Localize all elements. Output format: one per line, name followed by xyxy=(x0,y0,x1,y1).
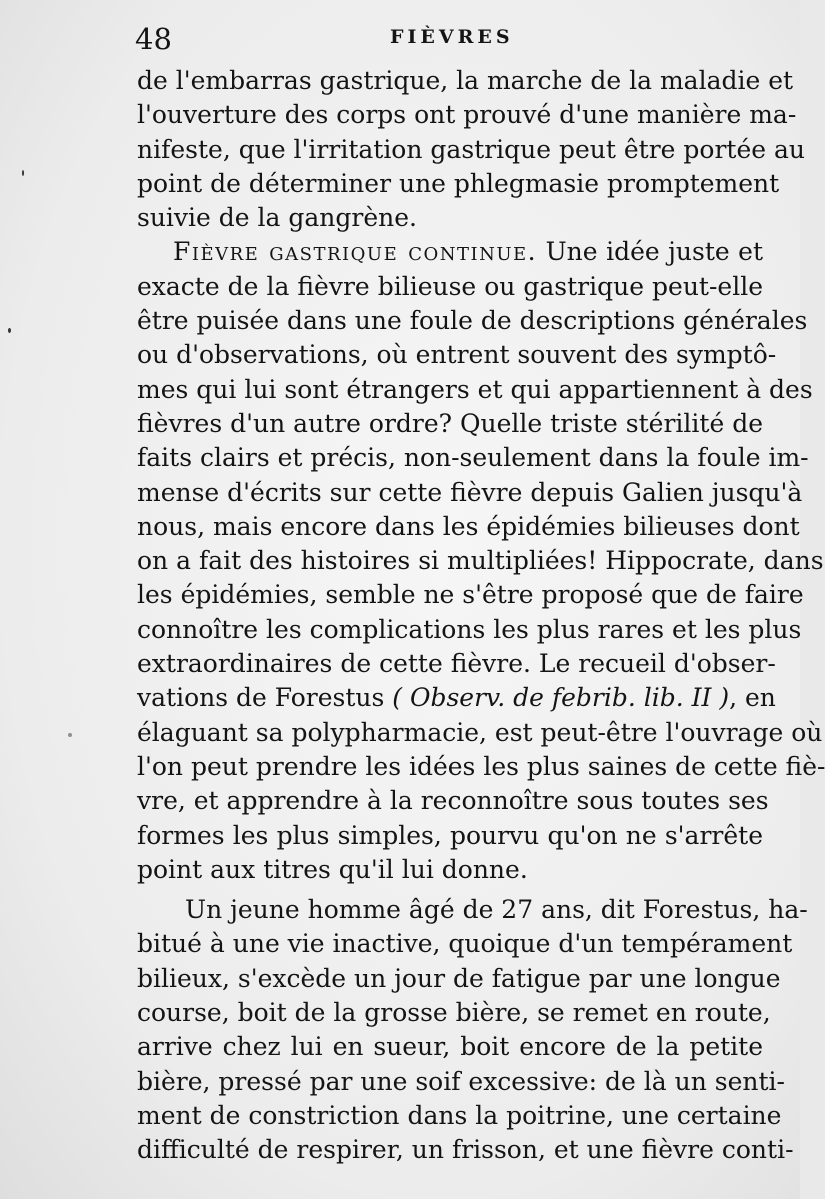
text-line: point aux titres qu'il lui donne. xyxy=(137,854,528,884)
paper-speck xyxy=(68,733,72,737)
text-line: être puisée dans une foule de descriptions générales xyxy=(137,306,808,336)
text-line: point de déterminer une phlegmasie promptement xyxy=(137,168,780,198)
page-number: 48 xyxy=(135,22,172,56)
text-line: de l'embarras gastrique, la marche de la maladie et xyxy=(137,66,794,95)
text-line: nifeste, que l'irritation gastrique peut être portée au xyxy=(137,134,806,164)
text-line: l'ouverture des corps ont prouvé d'une manière ma- xyxy=(137,100,797,130)
text-line: fièvres d'un autre ordre? Quelle triste stérilité de xyxy=(137,408,763,438)
text-line: course, boit de la grosse bière, se remet en route, xyxy=(137,998,771,1028)
text-line: ou d'observations, où entrent souvent des symptô- xyxy=(137,340,777,370)
text-line: connoître les complications les plus rares et les plus xyxy=(137,614,802,644)
text-line: nous, mais encore dans les épidémies bilieuses dont xyxy=(137,511,800,541)
body-text xyxy=(137,64,825,1168)
text-line: exacte de la fièvre bilieuse ou gastrique peut-elle xyxy=(137,271,763,301)
text-run: vations de Forestus xyxy=(137,683,385,713)
text-line: l'on peut prendre les idées les plus saines de cette fiè- xyxy=(137,751,825,781)
paper-speck xyxy=(8,328,11,333)
text-line: difficulté de respirer, un frisson, et une fièvre conti- xyxy=(137,1135,794,1165)
text-line: on a fait des histoires si multipliées! Hippocrate, dans xyxy=(137,546,824,576)
text-line: vre, et apprendre à la reconnoître sous toutes ses xyxy=(137,786,769,816)
paper-speck xyxy=(22,170,24,176)
text-line: les épidémies, semble ne s'être proposé que de faire xyxy=(137,580,804,610)
section-heading: Fièvre gastrique continue. xyxy=(173,237,538,267)
text-line: faits clairs et précis, non-seulement dans la foule im- xyxy=(137,443,809,473)
text-line: bilieux, s'excède un jour de fatigue par une longue xyxy=(137,963,781,993)
section-heading-line xyxy=(137,235,763,269)
text-line: bitué à une vie inactive, quoique d'un tempérament xyxy=(137,929,793,959)
text-line: bière, pressé par une soif excessive: de là un senti- xyxy=(137,1066,785,1096)
text-line: mense d'écrits sur cette fièvre depuis Galien jusqu'à xyxy=(137,477,803,507)
text-line: mes qui lui sont étrangers et qui appartiennent à des xyxy=(137,374,813,404)
citation: ( Observ. de febrib. lib. II ) xyxy=(392,683,730,713)
text-line: formes les plus simples, pourvu qu'on ne s'arrête xyxy=(137,820,763,850)
text-run: , en xyxy=(729,683,776,713)
text-line: ment de constriction dans la poitrine, une certaine xyxy=(137,1100,782,1130)
text-line: extraordinaires de cette fièvre. Le recueil d'obser- xyxy=(137,649,776,679)
text-run: Une idée juste et xyxy=(537,237,763,267)
text-line: suivie de la gangrène. xyxy=(137,203,417,233)
text-line: arrive chez lui en sueur, boit encore de la petite xyxy=(137,1032,763,1062)
citation-line xyxy=(137,681,776,715)
paragraph-first-line: Un jeune homme âgé de 27 ans, dit Forestus, ha- xyxy=(185,895,808,925)
text-line: élaguant sa polypharmacie, est peut-être l'ouvrage où xyxy=(137,717,823,747)
running-title: FIÈVRES xyxy=(390,26,514,48)
page-header xyxy=(135,22,765,58)
